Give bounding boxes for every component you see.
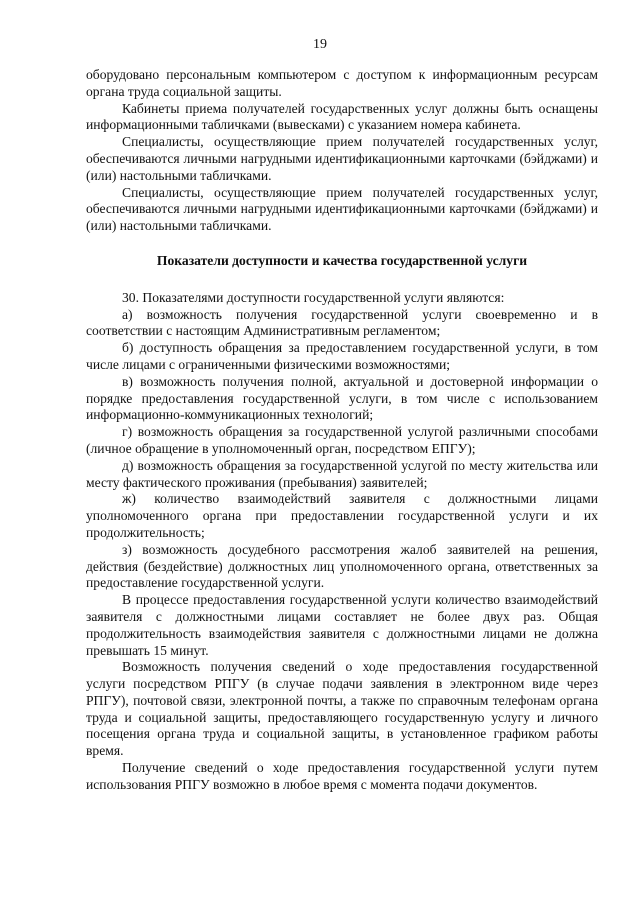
paragraph-interactions-count: В процессе предоставления государственной услуги количество взаимодействий заявителя с должностными лицами составляет не более двух раз. Общая продолжительность взаимодействия заявителя с должностными лицами не должна превышать 15 минут. <box>86 592 598 658</box>
document-body <box>86 67 598 794</box>
list-item-d: д) возможность обращения за государственной услугой по месту жительства или месту фактического проживания (пребывания) заявителей; <box>86 457 598 490</box>
list-item-a: а) возможность получения государственной услуги своевременно и в соответствии с настоящим Административным регламентом; <box>86 306 598 339</box>
paragraph-continuation: оборудовано персональным компьютером с доступом к информационным ресурсам органа труда социальной защиты. <box>86 67 598 99</box>
paragraph-cabinet-signs: Кабинеты приема получателей государственных услуг должны быть оснащены информационными табличками (вывесками) с указанием номера кабинета. <box>86 100 598 133</box>
paragraph-status-info: Возможность получения сведений о ходе предоставления государственной услуги посредством РПГУ (в случае подачи заявления в электронном виде через РПГУ), почтовой связи, электронной почты, а также по справочным телефонам органа труда и социальной защиты, предоставляющего государственную услугу и личного посещения органа труда и социальной защиты, в установленное графиком работы время. <box>86 659 598 759</box>
paragraph-rpgu-anytime: Получение сведений о ходе предоставления государственной услуги путем использования РПГУ возможно в любое время с момента подачи документов. <box>86 760 598 792</box>
list-item-zh: ж) количество взаимодействий заявителя с должностными лицами уполномоченного органа при предоставлении государственной услуги и их продолжительность; <box>86 491 598 540</box>
list-item-z: з) возможность досудебного рассмотрения жалоб заявителей на решения, действия (бездействие) должностных лиц уполномоченного органа, ответственных за предоставление государственной услуги. <box>86 541 598 591</box>
list-item-v: в) возможность получения полной, актуальной и достоверной информации о порядке предоставления государственной услуги, в том числе с использованием информационно-коммуникационных технологий; <box>86 373 598 423</box>
paragraph-specialists-badges-1: Специалисты, осуществляющие прием получателей государственных услуг, обеспечиваются личными нагрудными идентификационными карточками (бэйджами) и (или) настольными табличками. <box>86 134 598 183</box>
list-item-b: б) доступность обращения за предоставлением государственной услуги, в том числе лицами с ограниченными физическими возможностями; <box>86 340 598 372</box>
section-heading: Показатели доступности и качества государственной услуги <box>156 252 528 268</box>
paragraph-specialists-badges-2: Специалисты, осуществляющие прием получателей государственных услуг, обеспечиваются личными нагрудными идентификационными карточками (бэйджами) и (или) настольными табличками. <box>86 184 598 234</box>
paragraph-item-30: 30. Показателями доступности государственной услуги являются: <box>122 289 505 305</box>
page-number: 19 <box>313 37 327 52</box>
list-item-g: г) возможность обращения за государственной услугой различными способами (личное обращение в уполномоченный орган, посредством ЕПГУ); <box>86 424 598 456</box>
